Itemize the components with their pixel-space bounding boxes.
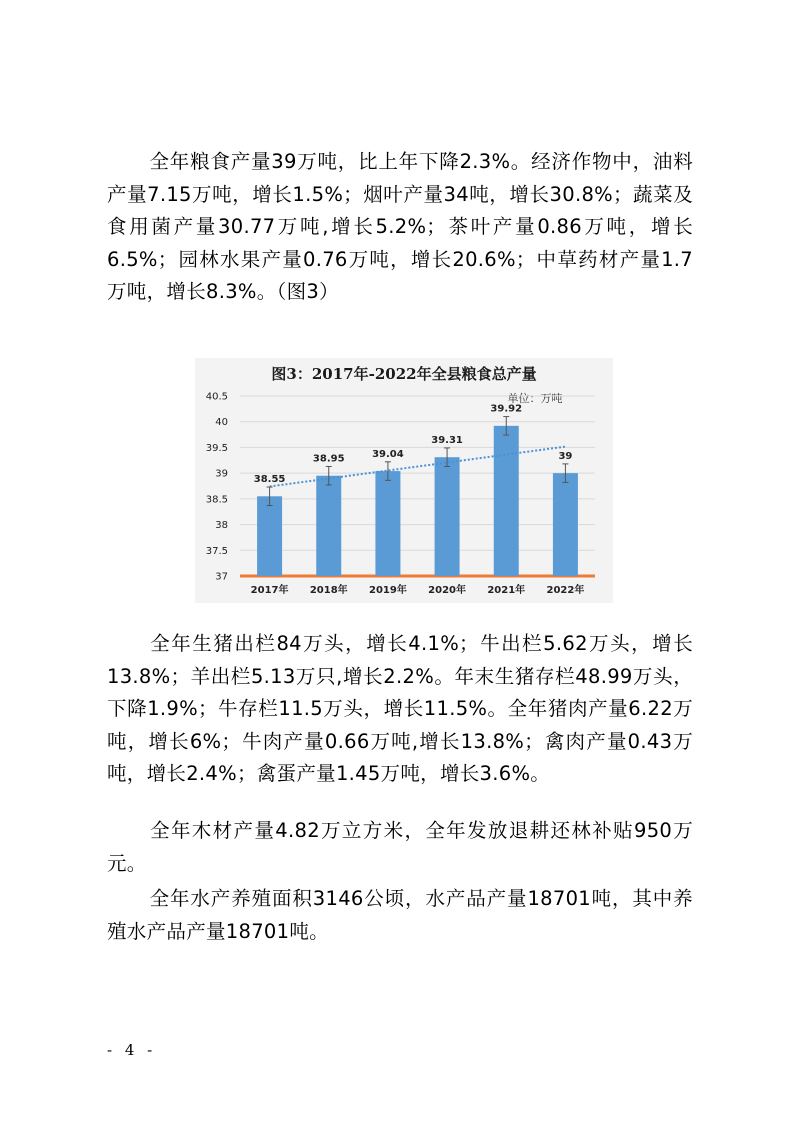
chart-bars	[257, 426, 578, 576]
bar-2020年	[435, 457, 460, 576]
chart-svg	[195, 358, 613, 603]
data-label: 39.92	[490, 403, 523, 415]
paragraph-grain-crops-text: 全年粮食产量39万吨，比上年下降2.3%。经济作物中，油料产量7.15万吨，增长1.5%；烟叶产量34吨，增长30.8%；蔬菜及食用菌产量30.77万吨,增长5.2%；茶叶产量0.86万吨，增长6.5%；园林水果产量0.76万吨，增长20.6%；中草药材产量1.7万吨，增长8.3%。（图3）	[107, 150, 693, 303]
paragraph-grain-crops	[107, 146, 693, 309]
y-tick-label: 40.5	[205, 391, 228, 403]
bar-2022年	[553, 473, 578, 576]
y-tick-label: 38	[215, 520, 228, 532]
x-tick-label: 2019年	[368, 585, 407, 596]
y-tick-label: 39	[215, 468, 228, 480]
y-tick-label: 38.5	[205, 494, 228, 506]
bar-2021年	[494, 426, 519, 576]
paragraph-aquaculture	[107, 883, 693, 948]
data-label: 38.55	[253, 474, 286, 486]
y-tick-label: 39.5	[205, 442, 228, 454]
chart-unit-label: 单位：万吨	[507, 392, 563, 405]
paragraph-aquaculture-text: 全年水产养殖面积3146公顷，水产品产量18701吨，其中养殖水产品产量18701吨。	[107, 887, 693, 943]
grain-output-chart	[195, 358, 613, 603]
x-tick-label: 2021年	[487, 585, 526, 596]
paragraph-livestock-text: 全年生猪出栏84万头，增长4.1%；牛出栏5.62万头，增长13.8%；羊出栏5.13万只,增长2.2%。年末生猪存栏48.99万头，下降1.9%；牛存栏11.5万头，增长11.5%。全年猪肉产量6.22万吨，增长6%；牛肉产量0.66万吨,增长13.8%；禽肉产量0.43万吨，增长2.4%；禽蛋产量1.45万吨，增长3.6%。	[107, 632, 693, 785]
y-tick-label: 37.5	[205, 545, 228, 557]
bar-2018年	[316, 476, 341, 576]
x-tick-label: 2020年	[428, 585, 467, 596]
chart-y-axis	[206, 392, 228, 583]
y-tick-label: 37	[215, 571, 228, 583]
paragraph-livestock	[107, 628, 693, 791]
chart-error-bars	[267, 417, 569, 506]
page-number: - 4 -	[107, 1041, 157, 1059]
data-label: 39.04	[372, 448, 404, 460]
paragraph-timber	[107, 815, 693, 880]
bar-2019年	[375, 471, 400, 576]
paragraph-timber-text: 全年木材产量4.82万立方米，全年发放退耕还林补贴950万元。	[107, 819, 693, 875]
bar-2017年	[257, 496, 282, 576]
data-label: 39	[558, 450, 573, 462]
x-tick-label: 2018年	[309, 585, 348, 596]
chart-x-axis	[251, 583, 585, 596]
x-tick-label: 2022年	[546, 585, 585, 596]
chart-gridlines	[240, 396, 595, 576]
y-tick-label: 40	[215, 417, 228, 429]
data-label: 39.31	[431, 434, 463, 446]
x-tick-label: 2017年	[250, 585, 289, 596]
data-label: 38.95	[312, 453, 345, 465]
chart-title: 图3：2017年-2022年全县粮食总产量	[271, 365, 537, 383]
